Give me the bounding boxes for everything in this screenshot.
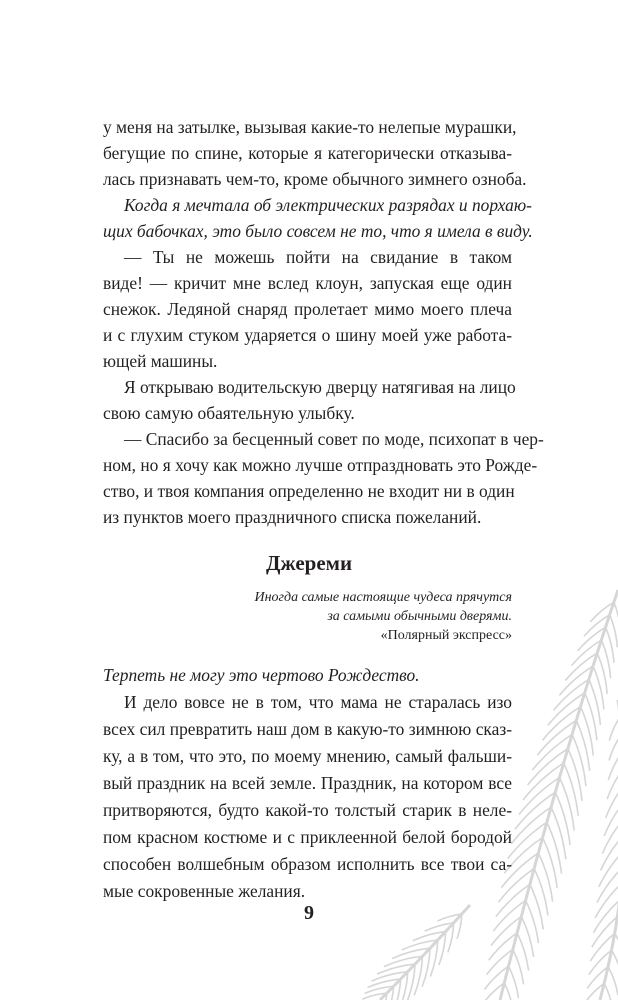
pine-needle [608,750,618,780]
pine-needle [593,666,604,709]
epigraph-line: за самыми обычными дверями. [327,609,512,624]
pine-needle [538,853,552,902]
pine-needle [604,983,612,1000]
text-line: И дело вовсе не в том, что мама не старалась изо [124,692,512,712]
text-line: — Спасибо за бесценный совет по моде, психопат в чер- [124,429,544,449]
pine-needle [504,983,513,1000]
text-line: вый праздник на всей земле. Праздник, на котором все [103,773,512,793]
text-line: пом красном костюме и с приклеенной белой бородой [103,827,512,847]
text-line: ство, и твоя компания определенно не входит ни в один [103,481,515,501]
epigraph-source: «Полярный экспресс» [380,628,512,643]
text-line: притворяются, будто какой-то толстый старик в неле- [103,800,512,820]
pine-needle [597,653,607,694]
text-line: виде! — кричит мне вслед клоун, запуская еще один [103,273,512,293]
pine-needle [608,967,618,996]
pine-needle [589,679,601,725]
text-line: способен волшебным образом исполнить все твои са- [103,854,512,874]
text-line: бегущие по спине, которые я категорически отказыва- [103,143,512,163]
text-line: — Ты не можешь пойти на свидание в таком [124,247,512,267]
text-line: и с глухим стуком ударяется о шину моей уже работа- [103,325,512,345]
pine-needle [509,966,519,998]
text-line: свою самую обаятельную улыбку. [103,403,355,423]
text-line: Я открываю водительскую дверцу натягивая на лицо [124,377,516,397]
text-line: Терпеть не могу это чертово Рождество. [103,665,420,685]
epigraph-line: Иногда самые настоящие чудеса прячутся [254,590,512,605]
pine-needle [607,767,618,800]
text-line: у меня на затылке, вызывая какие-то нелепые мурашки, [103,117,517,137]
text-line: лась признавать чем-то, кроме обычного зимнего озноба. [103,169,527,189]
text-line: ку, а в том, что это, по моему мнению, самый фальши- [103,746,512,766]
pine-needle [609,717,618,741]
text-line: ном, но я хочу как можно лучше отпраздновать это Рожде- [103,455,538,475]
text-line: Когда я мечтала об электрических разрядах и порхаю- [124,195,532,215]
pine-needle [585,693,597,740]
text-line: всех сил превратить наш дом в какую-то зимнюю сказ- [103,719,512,739]
chapter-title: Джереми [265,551,353,575]
text-line: снежок. Ледяной снаряд пролетает мимо моего плеча [103,299,512,319]
text-line: из пунктов моего праздничного списка пожеланий. [103,507,482,527]
pine-needle [601,640,610,678]
text-line: щих бабочках, это было совсем не то, что я имела в виду. [103,221,533,241]
page-number: 9 [304,902,314,924]
text-line: ющей машины. [103,351,218,371]
text-line: мые сокровенные желания. [103,881,306,901]
